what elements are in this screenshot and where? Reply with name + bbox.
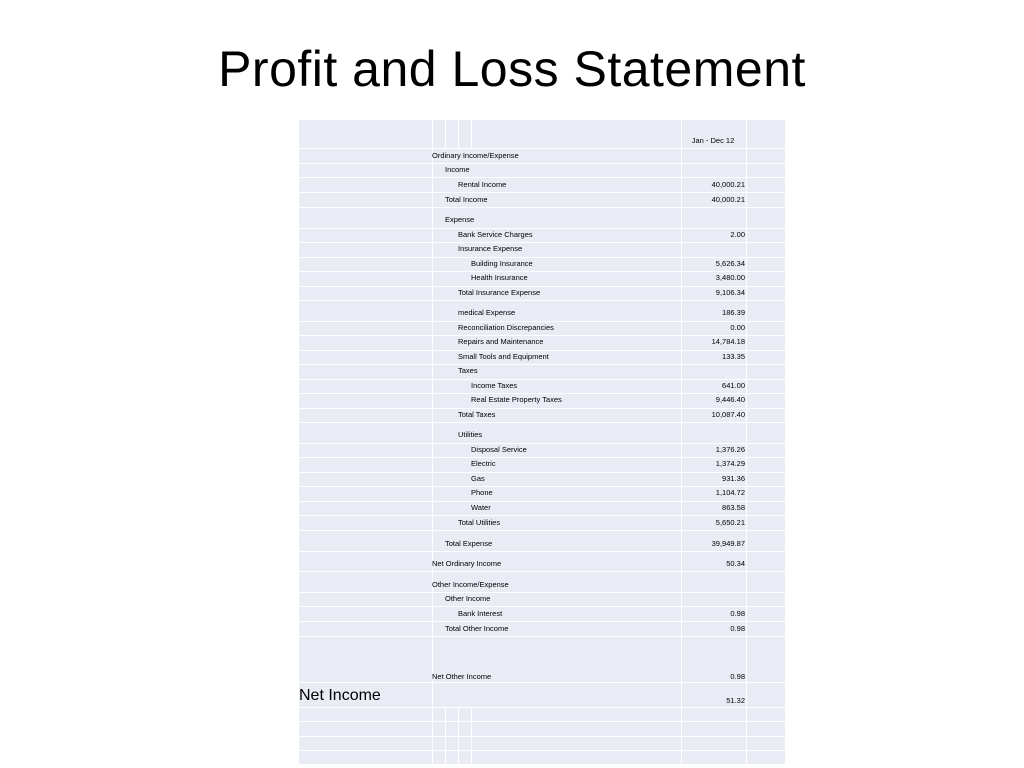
table-gridline-row bbox=[299, 192, 785, 193]
row-label: Income bbox=[445, 165, 470, 174]
row-label: Small Tools and Equipment bbox=[458, 352, 549, 361]
row-label: Total Utilities bbox=[458, 518, 501, 527]
row-value: 0.98 bbox=[730, 672, 745, 681]
table-gridline-row bbox=[299, 707, 785, 708]
row-label: Repairs and Maintenance bbox=[458, 337, 544, 346]
row-label: Utilities bbox=[458, 430, 483, 439]
table-gridline-row bbox=[299, 163, 785, 164]
table-gridline-column bbox=[445, 707, 446, 764]
table-gridline-row bbox=[299, 257, 785, 258]
row-label: Insurance Expense bbox=[458, 244, 523, 253]
row-label: Electric bbox=[471, 459, 496, 468]
row-label: Other Income bbox=[445, 594, 491, 603]
table-gridline-row bbox=[299, 242, 785, 243]
table-gridline-column bbox=[471, 707, 472, 764]
row-value: 14,784.18 bbox=[711, 337, 745, 346]
row-label: Income Taxes bbox=[471, 381, 518, 390]
row-label: Other Income/Expense bbox=[432, 580, 509, 589]
row-label: Total Taxes bbox=[458, 410, 496, 419]
table-gridline-row bbox=[299, 486, 785, 487]
row-value: 0.98 bbox=[730, 609, 745, 618]
table-gridline-row bbox=[299, 148, 785, 149]
table-gridline-row bbox=[299, 408, 785, 409]
table-gridline-row bbox=[299, 228, 785, 229]
row-value: 5,626.34 bbox=[715, 259, 745, 268]
table-gridline-column bbox=[681, 120, 682, 764]
row-label: Disposal Service bbox=[471, 445, 527, 454]
table-gridline-row bbox=[299, 286, 785, 287]
row-label: Total Expense bbox=[445, 539, 493, 548]
table-gridline-row bbox=[299, 636, 785, 637]
row-label: Building Insurance bbox=[471, 259, 533, 268]
table-gridline-row bbox=[299, 750, 785, 751]
row-label: Health Insurance bbox=[471, 273, 528, 282]
table-gridline-row bbox=[299, 721, 785, 722]
table-gridline-row bbox=[299, 422, 785, 423]
row-label: Bank Interest bbox=[458, 609, 503, 618]
table-gridline-column bbox=[471, 120, 472, 148]
net-income-heading: Net Income bbox=[299, 687, 381, 704]
row-value: 0.98 bbox=[730, 624, 745, 633]
row-label: Real Estate Property Taxes bbox=[471, 395, 562, 404]
row-label: Bank Service Charges bbox=[458, 230, 533, 239]
table-gridline-row bbox=[299, 364, 785, 365]
table-gridline-row bbox=[299, 379, 785, 380]
table-gridline-row bbox=[299, 457, 785, 458]
table-gridline-row bbox=[299, 472, 785, 473]
table-gridline-row bbox=[299, 515, 785, 516]
row-value: 133.35 bbox=[722, 352, 745, 361]
table-gridline-row bbox=[299, 335, 785, 336]
row-label: medical Expense bbox=[458, 308, 516, 317]
table-gridline-row bbox=[299, 571, 785, 572]
row-value: 1,104.72 bbox=[715, 488, 745, 497]
table-gridline-row bbox=[299, 443, 785, 444]
row-label: Total Insurance Expense bbox=[458, 288, 541, 297]
row-value: 39,949.87 bbox=[711, 539, 745, 548]
row-value: 0.00 bbox=[730, 323, 745, 332]
row-value: 931.36 bbox=[722, 474, 745, 483]
row-label: Reconciliation Discrepancies bbox=[458, 323, 554, 332]
row-value: 40,000.21 bbox=[711, 195, 745, 204]
table-gridline-row bbox=[299, 551, 785, 552]
table-gridline-column bbox=[458, 120, 459, 148]
row-label: Ordinary Income/Expense bbox=[432, 151, 519, 160]
table-gridline-column bbox=[746, 120, 747, 764]
row-value: 2.00 bbox=[730, 230, 745, 239]
row-label: Net Ordinary Income bbox=[432, 559, 502, 568]
row-value: 1,374.29 bbox=[715, 459, 745, 468]
row-value: 5,650.21 bbox=[715, 518, 745, 527]
table-gridline-row bbox=[299, 606, 785, 607]
row-value: 186.39 bbox=[722, 308, 745, 317]
row-value: 863.58 bbox=[722, 503, 745, 512]
table-gridline-row bbox=[299, 177, 785, 178]
table-gridline-column bbox=[432, 120, 433, 764]
table-gridline-row bbox=[299, 271, 785, 272]
row-value: 9,446.40 bbox=[715, 395, 745, 404]
table-gridline-row bbox=[299, 393, 785, 394]
row-value: 3,480.00 bbox=[715, 273, 745, 282]
row-value: 51.32 bbox=[726, 696, 745, 705]
row-label: Total Income bbox=[445, 195, 488, 204]
slide-title: Profit and Loss Statement bbox=[218, 41, 806, 97]
row-value: 40,000.21 bbox=[711, 180, 745, 189]
table-gridline-row bbox=[299, 300, 785, 301]
row-value: 641.00 bbox=[722, 381, 745, 390]
table-gridline-row bbox=[299, 736, 785, 737]
column-header-period: Jan - Dec 12 bbox=[691, 136, 735, 145]
table-gridline-row bbox=[299, 207, 785, 208]
row-value: 10,087.40 bbox=[711, 410, 745, 419]
row-label: Total Other Income bbox=[445, 624, 509, 633]
row-label: Rental Income bbox=[458, 180, 507, 189]
row-label: Net Other Income bbox=[432, 672, 492, 681]
row-label: Taxes bbox=[458, 366, 478, 375]
row-value: 9,106.34 bbox=[715, 288, 745, 297]
table-gridline-row bbox=[299, 501, 785, 502]
table-gridline-row bbox=[299, 350, 785, 351]
row-label: Water bbox=[471, 503, 491, 512]
table-gridline-row bbox=[299, 530, 785, 531]
table-gridline-row bbox=[299, 621, 785, 622]
table-gridline-column bbox=[445, 120, 446, 148]
row-label: Gas bbox=[471, 474, 485, 483]
row-value: 1,376.26 bbox=[715, 445, 745, 454]
table-gridline-row bbox=[299, 682, 785, 683]
row-label: Phone bbox=[471, 488, 493, 497]
row-label: Expense bbox=[445, 215, 475, 224]
table-gridline-column bbox=[458, 707, 459, 764]
row-value: 50.34 bbox=[726, 559, 745, 568]
table-gridline-row bbox=[299, 592, 785, 593]
table-gridline-row bbox=[299, 321, 785, 322]
profit-loss-table bbox=[299, 120, 785, 764]
